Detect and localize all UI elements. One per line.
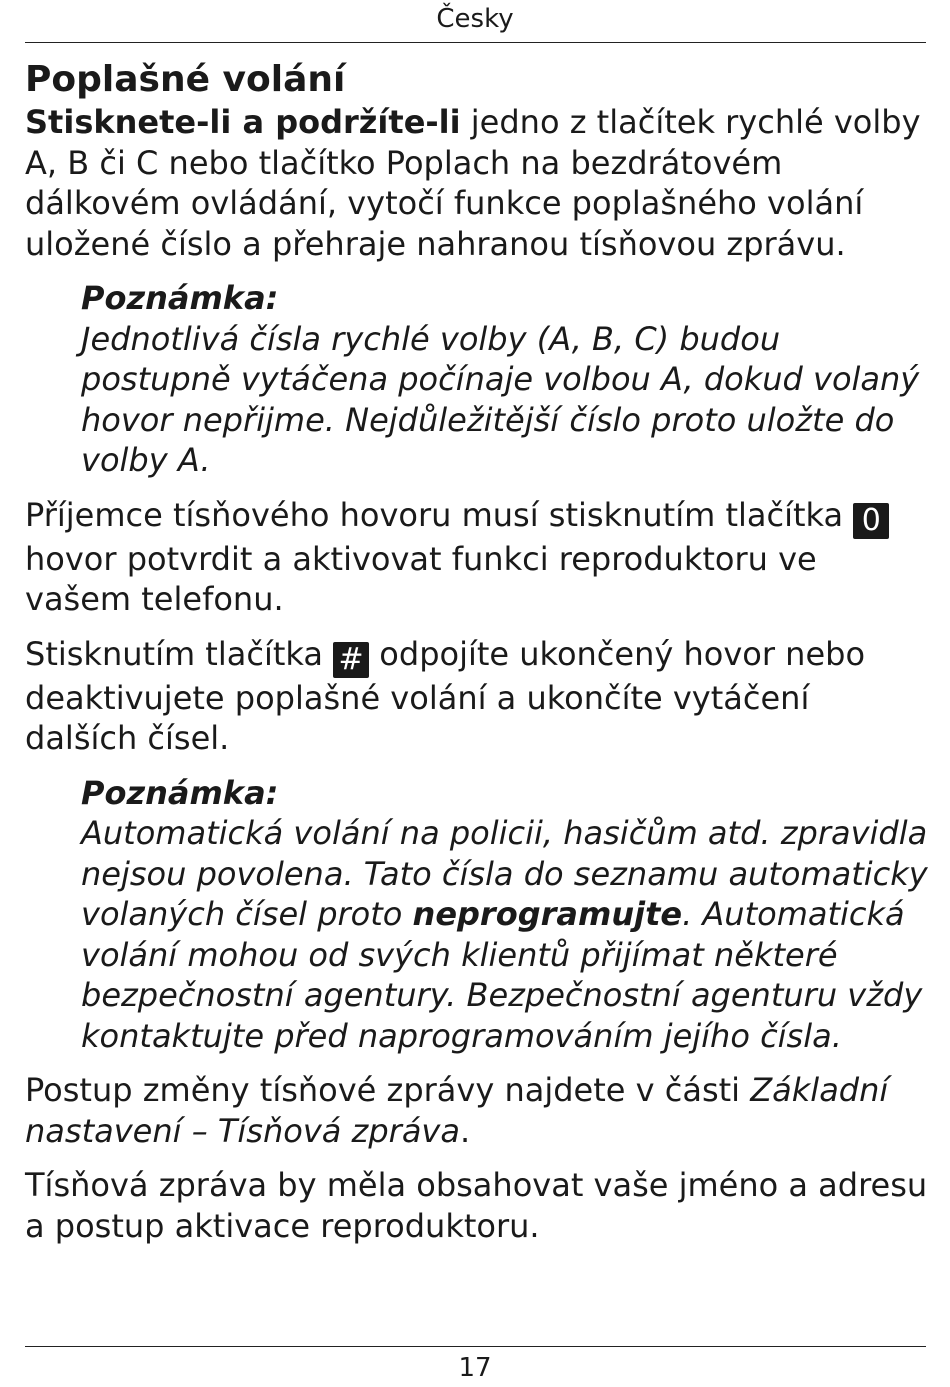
note-speed-dial <box>81 278 930 481</box>
accept-text-before: Příjemce tísňového hovoru musí stisknutím tlačítka <box>25 495 854 534</box>
page-number: 17 <box>458 1353 492 1383</box>
note-text <box>81 813 930 1056</box>
change-text-reference: Základní nastavení – Tísňová zpráva <box>25 1071 889 1150</box>
note-text-bold: neprogramujte <box>412 895 683 933</box>
header-language: Česky <box>436 4 514 34</box>
footer-rule <box>25 1346 926 1347</box>
section-title: Poplašné volání <box>25 59 346 100</box>
note-heading: Poznámka: <box>81 279 279 317</box>
key-hash-icon: # <box>333 642 369 678</box>
paragraph-accept-call <box>25 495 930 620</box>
note-emergency-services <box>81 773 930 1057</box>
header-rule <box>25 42 926 43</box>
change-text-after: . <box>459 1111 471 1150</box>
note-text-after: . Automatická volání mohou od svých klientů přijímat některé bezpečnostní agentury. Bezpečnostní agenturu vždy kontaktujte před naprogramováním jejího čísla. <box>81 895 923 1055</box>
intro-bold-lead: Stisknete-li a podržíte-li <box>25 103 461 141</box>
paragraph-message-content: Tísňová zpráva by měla obsahovat vaše jméno a adresu a postup aktivace reproduktoru. <box>25 1166 928 1245</box>
note-text-before: Automatická volání na policii, hasičům atd. zpravidla nejsou povolena. Tato čísla do seznamu automaticky volaných čísel proto <box>81 814 928 933</box>
page-content <box>25 58 930 1246</box>
hangup-text-before: Stisknutím tlačítka <box>25 634 334 673</box>
note-text: Jednotlivá čísla rychlé volby (A, B, C) budou postupně vytáčena počínaje volbou A, dokud volaný hovor nepřijme. Nejdůležitější číslo proto uložte do volby A. <box>81 319 920 479</box>
accept-text-after: hovor potvrdit a aktivovat funkci reproduktoru ve vašem telefonu. <box>25 539 817 618</box>
paragraph-change-message <box>25 1070 930 1151</box>
hangup-text-after: odpojíte ukončený hovor nebo deaktivujete poplašné volání a ukončíte vytáčení dalších čísel. <box>25 634 866 757</box>
change-text-before: Postup změny tísňové zprávy najdete v části <box>25 1071 751 1109</box>
intro-text: jedno z tlačítek rychlé volby A, B či C nebo tlačítko Poplach na bezdrátovém dálkovém ovládání, vytočí funkce poplašného volání uložené číslo a přehraje nahranou tísňovou zprávu. <box>25 103 921 263</box>
paragraph-hangup <box>25 634 930 759</box>
paragraph-intro <box>25 102 930 264</box>
key-zero-icon: 0 <box>853 503 889 539</box>
note-heading: Poznámka: <box>81 773 279 812</box>
